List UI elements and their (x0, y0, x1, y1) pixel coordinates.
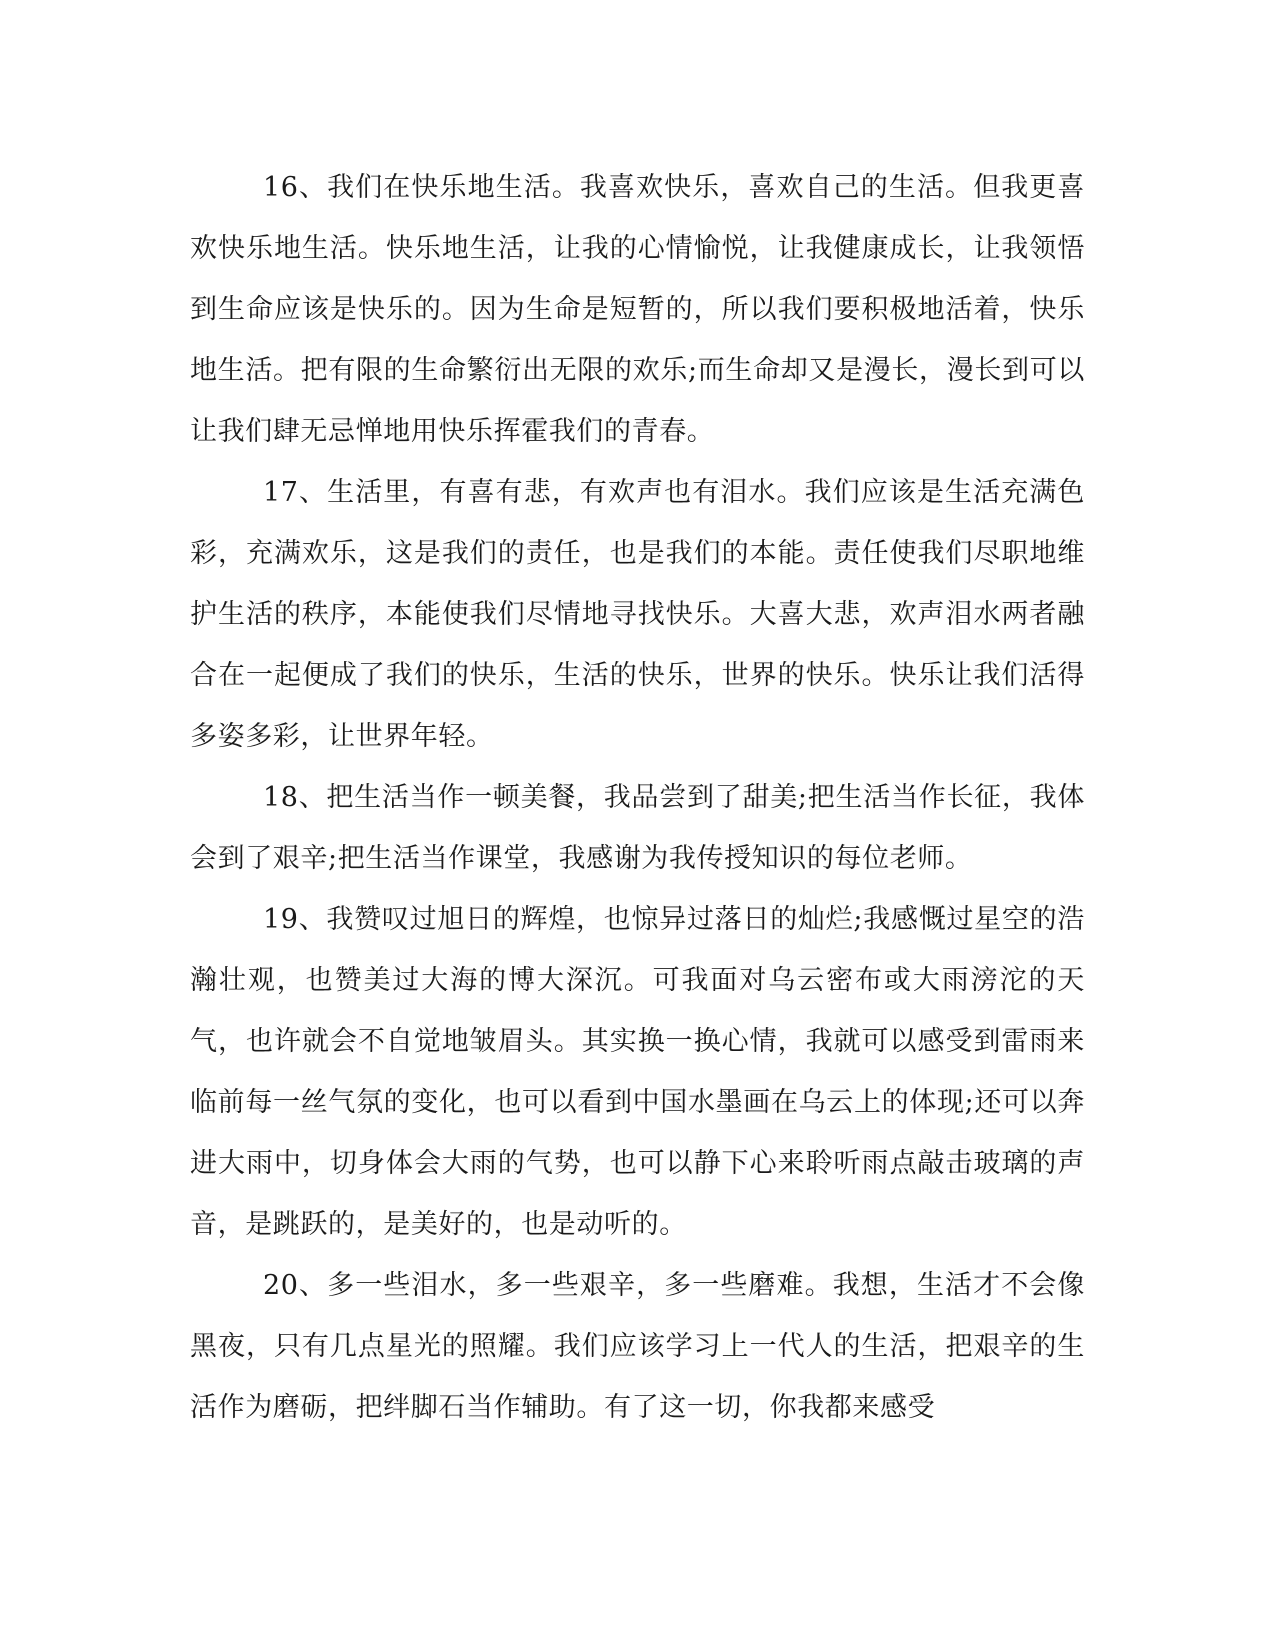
paragraph-19: 19、我赞叹过旭日的辉煌，也惊异过落日的灿烂;我感慨过星空的浩瀚壮观，也赞美过大海的博大深沉。可我面对乌云密布或大雨滂沱的天气，也许就会不自觉地皱眉头。其实换一换心情，我就可以感受到雷雨来临前每一丝气氛的变化，也可以看到中国水墨画在乌云上的体现;还可以奔进大雨中，切身体会大雨的气势，也可以静下心来聆听雨点敲击玻璃的声音，是跳跃的，是美好的，也是动听的。 (190, 904, 1085, 1240)
paragraph-18: 18、把生活当作一顿美餐，我品尝到了甜美;把生活当作长征，我体会到了艰辛;把生活当作课堂，我感谢为我传授知识的每位老师。 (190, 782, 1085, 874)
paragraph-20: 20、多一些泪水，多一些艰辛，多一些磨难。我想，生活才不会像黑夜，只有几点星光的照耀。我们应该学习上一代人的生活，把艰辛的生活作为磨砺，把绊脚石当作辅助。有了这一切，你我都来感受 (190, 1270, 1085, 1423)
paragraph-17: 17、生活里，有喜有悲，有欢声也有泪水。我们应该是生活充满色彩，充满欢乐，这是我们的责任，也是我们的本能。责任使我们尽职地维护生活的秩序，本能使我们尽情地寻找快乐。大喜大悲，欢声泪水两者融合在一起便成了我们的快乐，生活的快乐，世界的快乐。快乐让我们活得多姿多彩，让世界年轻。 (190, 477, 1085, 752)
paragraph-16: 16、我们在快乐地生活。我喜欢快乐，喜欢自己的生活。但我更喜欢快乐地生活。快乐地生活，让我的心情愉悦，让我健康成长，让我领悟到生命应该是快乐的。因为生命是短暂的，所以我们要积极地活着，快乐地生活。把有限的生命繁衍出无限的欢乐;而生命却又是漫长，漫长到可以让我们肆无忌惮地用快乐挥霍我们的青春。 (190, 172, 1085, 447)
document-body (190, 157, 1085, 1438)
